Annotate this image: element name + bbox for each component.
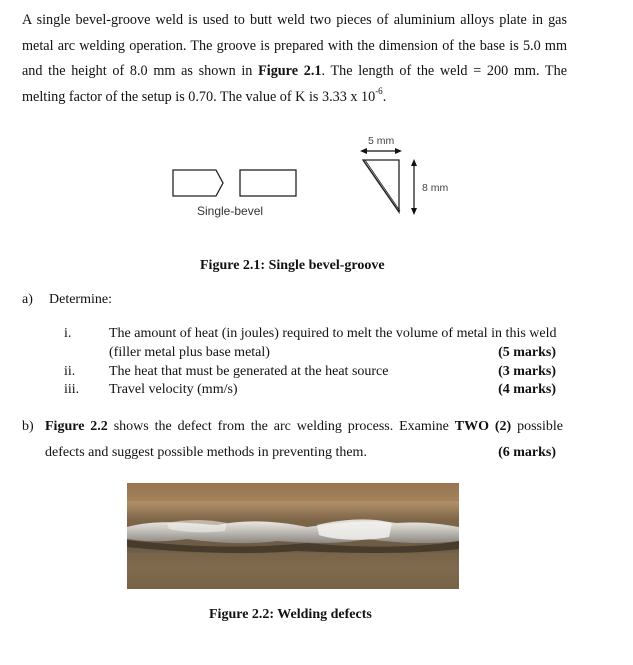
- item-ii-marks: (3 marks): [498, 364, 556, 379]
- part-b-line-2: defects and suggest possible methods in preventing them.: [45, 445, 367, 460]
- intro-line-3: [22, 59, 567, 85]
- intro-line-3-text-end: . The length of the weld = 200 mm. The: [321, 63, 567, 80]
- figure-2-2-caption: Figure 2.2: Welding defects: [209, 607, 372, 622]
- plate-label: Single-bevel: [197, 204, 264, 218]
- part-b-emphasis: TWO (2): [454, 419, 512, 434]
- figure-2-1-caption: Figure 2.1: Single bevel-groove: [200, 258, 385, 273]
- figure-2-1-reference: Figure 2.1: [258, 63, 322, 80]
- intro-line-3-text: and the height of 8.0 mm as shown in: [22, 63, 259, 80]
- part-b-text-1: shows the defect from the arc welding process. Examine: [107, 419, 455, 434]
- item-ii-number: ii.: [64, 364, 76, 379]
- figure-2-1: [160, 128, 460, 228]
- dim-label-5mm: 5 mm: [368, 135, 395, 147]
- intro-line-4-end: .: [382, 88, 387, 105]
- part-b-marks: (6 marks): [498, 445, 556, 460]
- welding-defects-photo: [127, 483, 459, 589]
- item-iii-text: Travel velocity (mm/s): [109, 382, 238, 397]
- beveled-plate-left: [173, 170, 223, 196]
- part-b-line-1: [45, 419, 563, 435]
- item-i-number: i.: [64, 326, 72, 341]
- intro-line-4-text: melting factor of the setup is 0.70. The value of K is 3.33 x 10: [22, 88, 376, 105]
- exponent: -6: [375, 86, 383, 97]
- intro-line-2: metal arc welding operation. The groove is prepared with the dimension of the base is 5.0 mm: [22, 37, 567, 54]
- intro-line-4: [22, 85, 567, 111]
- part-a-label: a): [22, 292, 33, 307]
- item-iii-marks: (4 marks): [498, 382, 556, 397]
- dim-label-8mm: 8 mm: [422, 182, 449, 194]
- item-ii-text: The heat that must be generated at the heat source: [109, 364, 389, 379]
- item-i-text-line2: (filler metal plus base metal): [109, 345, 270, 360]
- item-i-marks: (5 marks): [498, 345, 556, 360]
- part-a-heading: Determine:: [49, 292, 112, 307]
- intro-line-1: A single bevel-groove weld is used to butt weld two pieces of aluminium alloys plate in gas: [22, 12, 567, 28]
- part-b-label: b): [22, 419, 34, 434]
- plate-right: [240, 170, 296, 196]
- part-b-text-1b: possible: [511, 419, 563, 434]
- figure-2-2-reference: Figure 2.2: [45, 419, 108, 434]
- item-iii-number: iii.: [64, 382, 80, 397]
- intro-paragraph: [22, 8, 567, 110]
- item-i-text-line1: The amount of heat (in joules) required to melt the volume of metal in this weld: [109, 326, 557, 341]
